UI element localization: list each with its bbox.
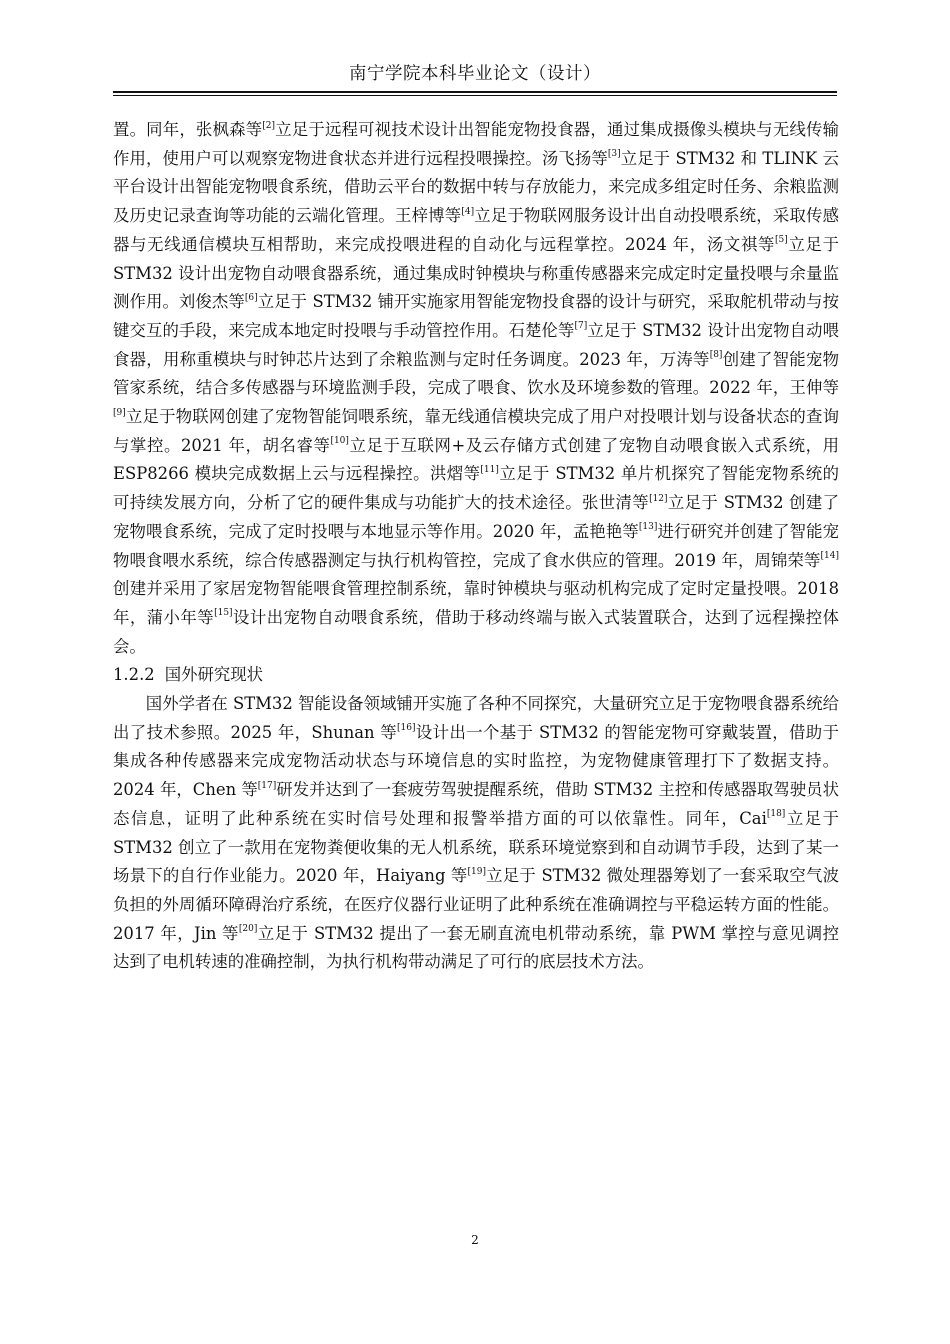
text-run: 设计出宠物自动喂食系统，借助于移动终端与嵌入式装置联合，达到了远程操控体会。 [113,607,840,656]
citation-marker: [3] [607,149,621,160]
text-run: 立足于物联网创建了宠物智能饲喂系统，靠无线通信模块完成了用户对投喂计划与设备状态的查询与掌控。2021 年，胡名睿等 [113,407,839,455]
body-text [113,116,839,977]
citation-marker: [16] [397,723,416,734]
text-run: 研发并达到了一套疲劳驾驶提醒系统，借助 STM32 主控和传感器取驾驶员状态信息，证明了此种系统在实时信号处理和报警举措方面的可以依靠性。同年，Cai [113,780,839,828]
header-rule-thick [113,91,837,93]
text-run: 进行研究并创建了智能宠物喂食喂水系统，综合传感器测定与执行机构管控，完成了食水供应的管理。2019 年，周锦荣等 [113,521,840,570]
text-run: 立足于 STM32 单片机探究了智能宠物系统的可持续发展方向，分析了它的硬件集成与功能扩大的技术途径。张世清等 [113,464,839,513]
text-run: 立足于 STM32 和 TLINK 云平台设计出智能宠物喂食系统，借助云平台的数据中转与存放能力，来完成多组定时任务、余粮监测及历史记录查询等功能的云端化管理。王梓博等 [113,148,839,226]
text-run: 置。同年，张枫森等 [113,120,263,139]
citation-marker: [14] [820,551,839,562]
citation-marker: [13] [638,522,658,533]
page-header: 南宁学院本科毕业论文（设计） [349,64,601,84]
text-run: 立足于 STM32 微处理器筹划了一套采取空气波负担的外周循环障碍治疗系统，在医疗仪器行业证明了此种系统在准确调控与平稳运转方面的性能。2017 年，Jin 等 [113,866,839,943]
text-run: 立足于 STM32 创建了宠物喂食系统，完成了定时投喂与本地显示等作用。2020 年，孟艳艳等 [113,493,839,541]
text-run: 设计出一个基于 STM32 的智能宠物可穿戴装置，借助于集成各种传感器来完成宠物活动状态与环境信息的实时监控，为宠物健康管理打下了数据支持。2024 年，Chen 等 [113,722,839,800]
page-number: 2 [471,1233,479,1247]
citation-marker: [5] [775,235,788,246]
text-run: 创建了智能宠物管家系统，结合多传感器与环境监测手段，完成了喂食、饮水及环境参数的管理。2022 年，王伸等 [113,349,839,398]
text-run: 立足于 STM32 创立了一款用在宠物粪便收集的无人机系统，联系环境觉察到和自动调节手段，达到了某一场景下的自行作业能力。2020 年，Haiyang 等 [113,808,839,886]
text-run: 立足于 STM32 铺开实施家用智能宠物投食器的设计与研究，采取舵机带动与按键交互的手段，来完成本地定时投喂与手动管控作用。石楚伦等 [113,292,840,340]
citation-marker: [2] [262,120,276,131]
citation-marker: [19] [467,866,486,877]
section-heading [113,661,839,690]
text-run: 立足于 STM32 设计出宠物自动喂食器系统，通过集成时钟模块与称重传感器来完成定时定量投喂与余量监测作用。刘俊杰等 [113,234,840,312]
citation-marker: [7] [574,321,588,332]
citation-marker: [8] [709,350,723,361]
paragraph-domestic-research [113,116,839,661]
citation-marker: [11] [480,464,499,475]
citation-marker: [17] [257,780,277,791]
citation-marker: [20] [238,924,258,935]
citation-marker: [6] [244,292,258,303]
text-run: 立足于互联网+及云存储方式创建了宠物自动喂食嵌入式系统，用 ESP8266 模块完成数据上云与远程操控。洪熠等 [113,435,839,484]
citation-marker: [18] [766,809,786,820]
citation-marker: [15] [214,608,233,619]
citation-marker: [9] [113,407,126,418]
text-run: 创建并采用了家居宠物智能喂食管理控制系统，靠时钟模块与驱动机构完成了定时定量投喂。2018 年，蒲小年等 [113,579,839,627]
text-run: 国外学者在 STM32 智能设备领域铺开实施了各种不同探究，大量研究立足于宠物喂食器系统给出了技术参照。2025 年，Shunan 等 [113,694,839,742]
text-run: 立足于 STM32 设计出宠物自动喂食器，用称重模块与时钟芯片达到了余粮监测与定时任务调度。2023 年，万涛等 [113,320,839,369]
section-number: 1.2.2 [113,665,155,685]
text-run: 立足于物联网服务设计出自动投喂系统，采取传感器与无线通信模块互相帮助，来完成投喂进程的自动化与远程掌控。2024 年，汤文祺等 [113,206,840,254]
section-title: 国外研究现状 [164,665,264,685]
header-rule-thin [113,95,837,96]
paragraph-foreign-research [113,690,839,977]
text-run: 立足于 STM32 提出了一套无刷直流电机带动系统，靠 PWM 掌控与意见调控达到了电机转速的准确控制，为执行机构带动满足了可行的底层技术方法。 [113,923,839,972]
citation-marker: [10] [330,436,349,447]
citation-marker: [4] [461,206,475,217]
citation-marker: [12] [649,493,668,504]
text-run: 立足于远程可视技术设计出智能宠物投食器，通过集成摄像头模块与无线传输作用，使用户可以观察宠物进食状态并进行远程投喂操控。汤飞扬等 [113,120,840,168]
